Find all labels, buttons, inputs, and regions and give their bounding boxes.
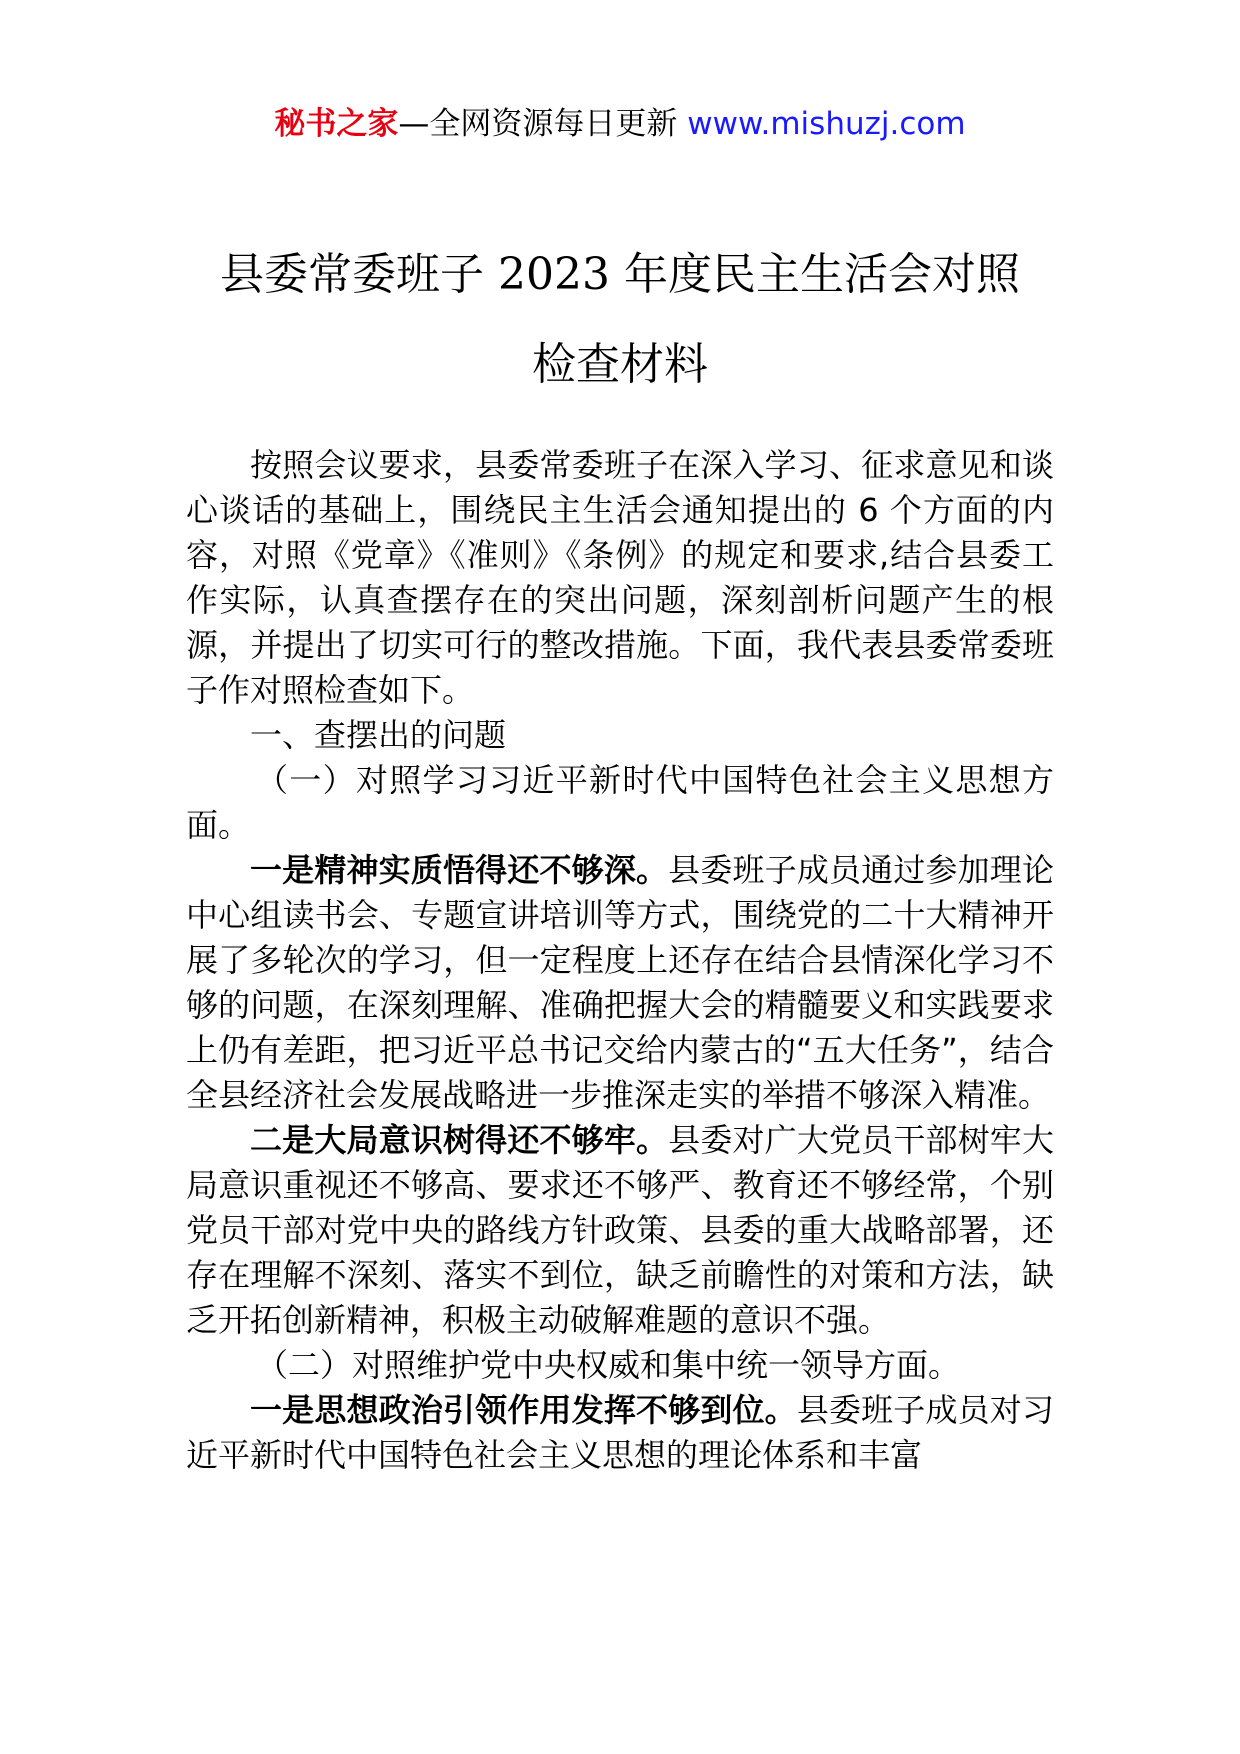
item-lead-1-2: 二是大局意识树得还不够牢。 [250, 1121, 669, 1159]
document-title [190, 230, 1050, 410]
title-line-1: 县委常委班子 2023 年度民主生活会对照 [220, 249, 1020, 300]
document-body [186, 443, 1054, 1478]
item-text-1-1: 县委班子成员通过参加理论中心组读书会、专题宣讲培训等方式，围绕党的二十大精神开展了多轮次的学习，但一定程度上还存在结合县情深化学习不够的问题，在深刻理解、准确把握大会的精髓要义和实践要求上仍有差距，把习近平总书记交给内蒙古的“五大任务”，结合全县经济社会发展战略进一步推深走实的举措不够深入精准。 [186, 851, 1054, 1114]
item-lead-2-1: 一是思想政治引领作用发挥不够到位。 [250, 1391, 797, 1429]
subsection-heading-1: （一）对照学习习近平新时代中国特色社会主义思想方面。 [186, 761, 1054, 844]
title-line-2: 检查材料 [532, 339, 708, 390]
header-tagline: —全网资源每日更新 [398, 106, 688, 142]
brand-name: 秘书之家 [274, 106, 399, 142]
section-heading-problems: 一、查摆出的问题 [250, 716, 507, 754]
site-header-banner [0, 100, 1240, 148]
item-text-1-2: 县委对广大党员干部树牢大局意识重视还不够高、要求还不够严、教育还不够经常，个别党员干部对党中央的路线方针政策、县委的重大战略部署，还存在理解不深刻、落实不到位，缺乏前瞻性的对策和方法，缺乏开拓创新精神，积极主动破解难题的意识不强。 [186, 1121, 1054, 1339]
item-paragraph-1-1 [186, 848, 1054, 1118]
site-url-link[interactable]: www.mishuzj.com [687, 106, 966, 142]
item-text-2-1: 县委班子成员对习近平新时代中国特色社会主义思想的理论体系和丰富 [186, 1391, 1054, 1474]
item-paragraph-2-1 [186, 1388, 1054, 1478]
item-paragraph-1-2 [186, 1118, 1054, 1343]
subsection-heading-2: （二）对照维护党中央权威和集中统一领导方面。 [256, 1346, 961, 1384]
item-lead-1-1: 一是精神实质悟得还不够深。 [250, 851, 669, 889]
intro-paragraph: 按照会议要求，县委常委班子在深入学习、征求意见和谈心谈话的基础上，围绕民主生活会通知提出的 6 个方面的内容，对照《党章》《准则》《条例》的规定和要求,结合县委工作实际，认真查摆存在的突出问题，深刻剖析问题产生的根源，并提出了切实可行的整改措施。下面，我代表县委常委班子作对照检查如下。 [186, 446, 1054, 709]
